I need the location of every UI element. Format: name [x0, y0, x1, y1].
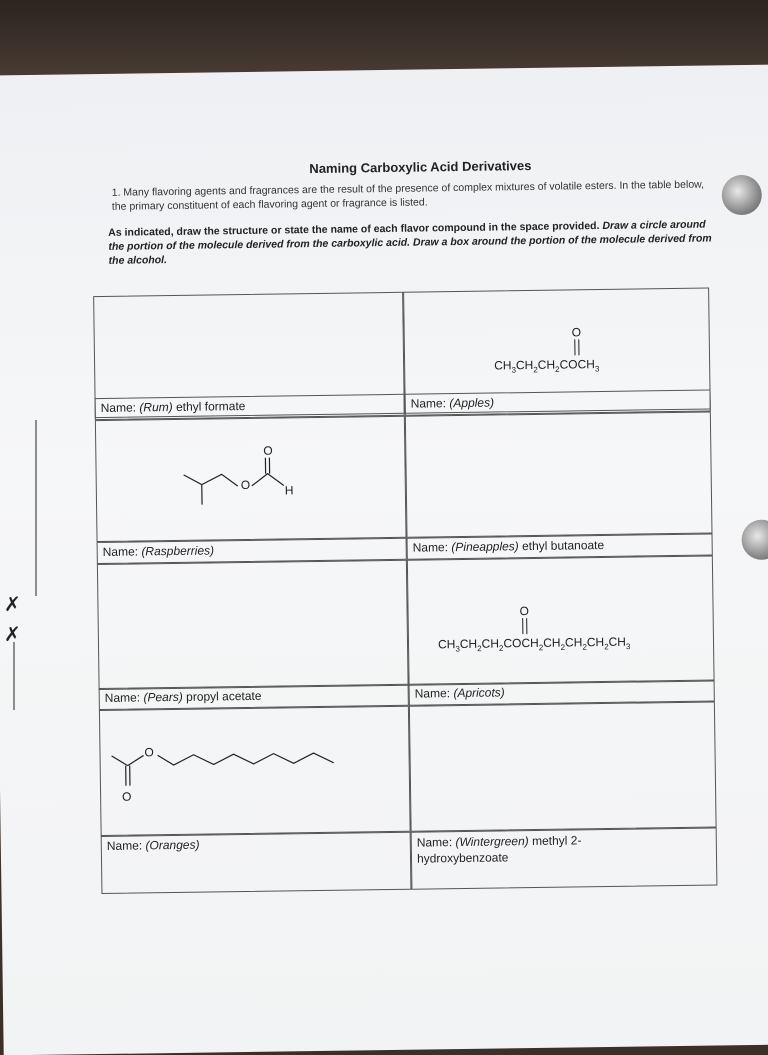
oranges-carbonyl-oxygen: O	[122, 790, 132, 804]
apricots-formula: $CH_3CH_2CH_2COCH_2CH_2CH_2CH_2CH_3$	[438, 635, 631, 654]
flavor-label: (Apricots)	[453, 685, 505, 700]
worksheet-title: Naming Carboxylic Acid Derivatives	[309, 158, 531, 176]
apricots-carbonyl-bond	[520, 618, 530, 636]
apples-carbonyl-oxygen: O	[572, 325, 582, 339]
margin-star-mark: ✗	[4, 622, 21, 646]
margin-pen-lines	[0, 420, 40, 720]
flavor-label: (Rum)	[139, 400, 173, 414]
compound-name: ethyl butanoate	[522, 538, 604, 553]
raspberries-skeletal-structure	[175, 451, 296, 523]
flavor-label: (Pears)	[143, 690, 183, 705]
compound-name-line2: hydroxybenzoate	[417, 850, 509, 865]
binder-ring-middle	[741, 520, 768, 561]
name-label: Name:	[411, 396, 447, 410]
question-intro: 1. Many flavoring agents and fragrances are the result of the presence of complex mixtures of volatile esters. In the table below, the primary constituent of each flavoring agent or fragrance is listed.	[112, 177, 712, 213]
name-label: Name:	[101, 401, 137, 415]
oranges-skeletal-structure	[105, 739, 346, 812]
name-label: Name:	[105, 690, 141, 704]
compound-name: methyl 2-	[532, 833, 582, 848]
flavor-label: (Raspberries)	[141, 543, 214, 558]
flavor-label: (Oranges)	[145, 838, 199, 853]
name-label: Name:	[103, 544, 139, 558]
cell-wintergreen-structure[interactable]	[409, 701, 717, 831]
flavor-label: (Apples)	[449, 396, 494, 411]
raspberries-hydrogen: H	[285, 483, 294, 497]
instructions-main: As indicated, draw the structure or state the name of each flavor compound in the space provided.	[108, 220, 599, 239]
name-label: Name:	[417, 835, 453, 849]
name-bar-wintergreen[interactable]	[411, 827, 718, 889]
instructions	[108, 217, 721, 268]
name-label: Name:	[415, 686, 451, 700]
binder-ring-top	[722, 175, 763, 216]
compound-name: ethyl formate	[176, 399, 246, 414]
name-bar-oranges[interactable]	[101, 832, 412, 894]
compound-name: propyl acetate	[186, 689, 262, 704]
instructions-box: Draw a box around the portion of the molecule derived from the alcohol.	[109, 232, 712, 266]
raspberries-carbonyl-oxygen: O	[263, 444, 273, 458]
flavor-label: (Pineapples)	[451, 539, 519, 554]
name-label: Name:	[413, 540, 449, 554]
oranges-ether-oxygen: O	[144, 745, 154, 759]
cell-apricots-structure	[407, 555, 715, 685]
margin-star-mark: ✗	[4, 592, 21, 616]
cell-pears-structure[interactable]	[97, 560, 409, 690]
raspberries-ether-oxygen: O	[241, 478, 251, 492]
name-label: Name:	[107, 838, 143, 852]
instructions-circle: Draw a circle around the portion of the molecule derived from the carboxylic acid.	[108, 219, 705, 253]
worksheet-page	[0, 64, 768, 1055]
flavor-label: (Wintergreen)	[455, 834, 528, 849]
cell-pineapples-structure[interactable]	[405, 411, 713, 537]
apples-formula: $CH_3CH_2CH_2COCH_3$	[494, 357, 599, 375]
apples-carbonyl-bond	[572, 339, 582, 357]
apricots-carbonyl-oxygen: O	[519, 604, 529, 618]
